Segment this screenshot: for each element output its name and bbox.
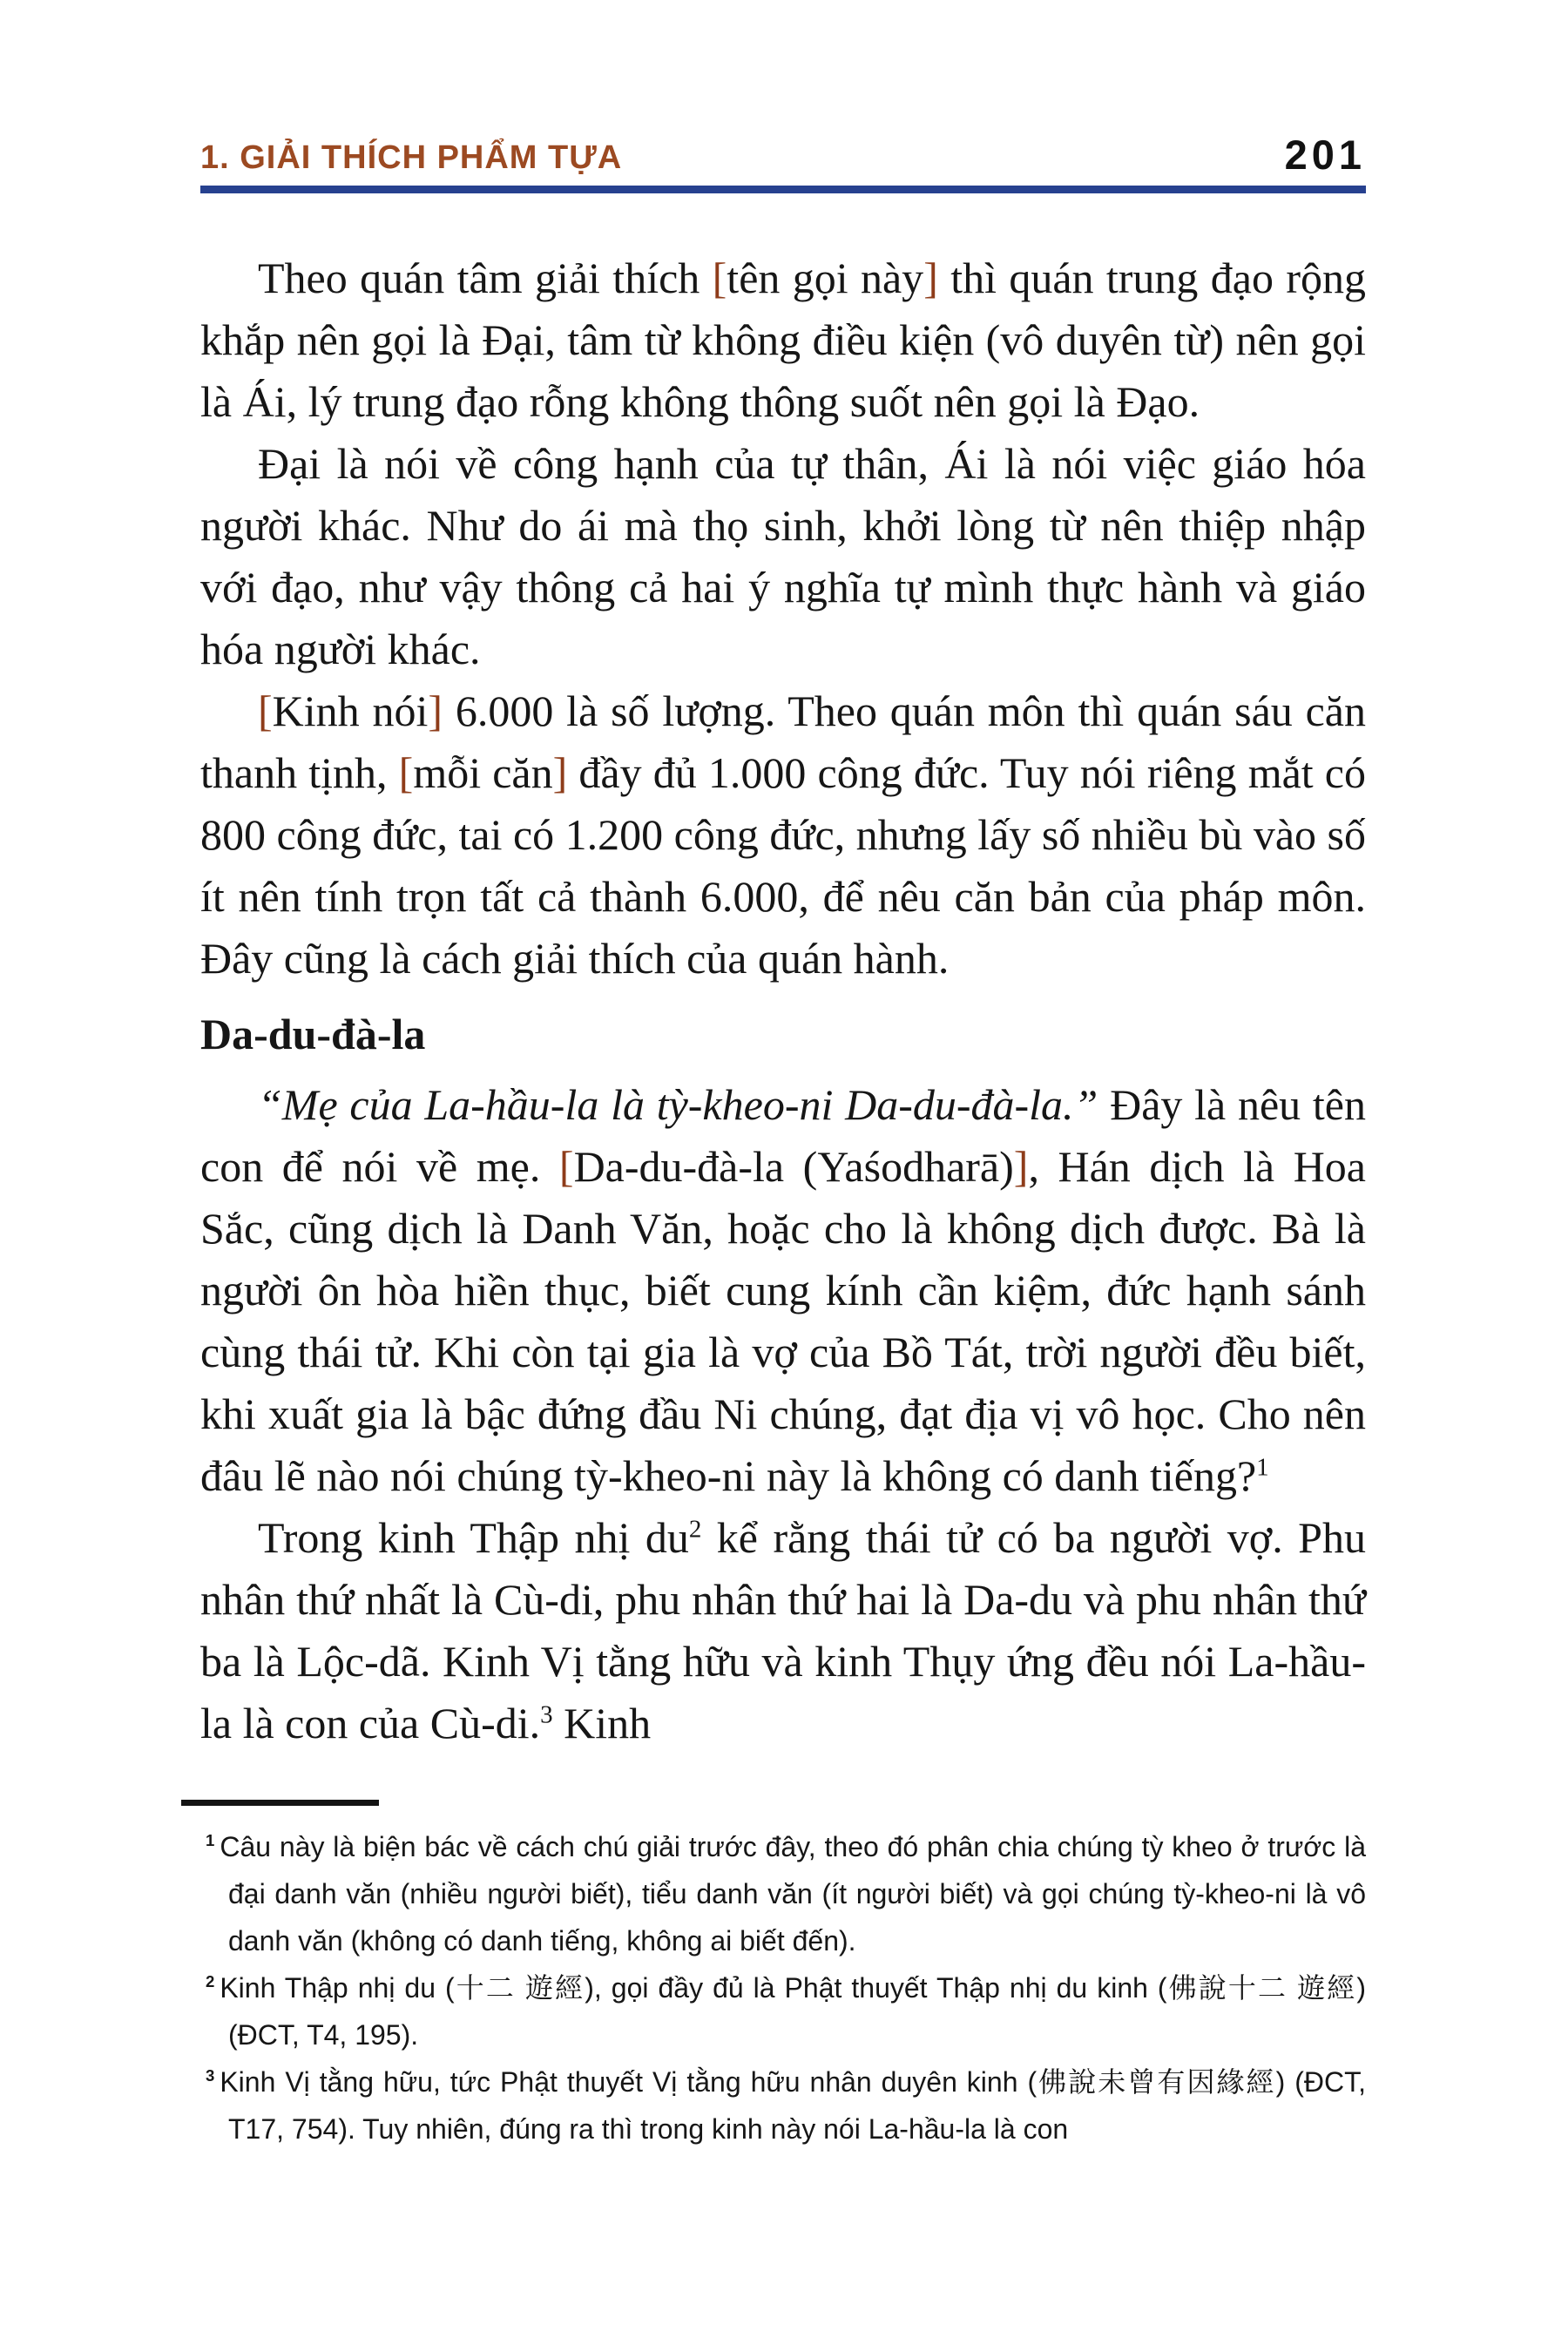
body-text-run: Da-du-đà-la (Yaśodharā) <box>573 1142 1014 1191</box>
body-text-run: Theo quán tâm giải thích <box>258 253 713 302</box>
editorial-bracket: ] <box>923 253 938 302</box>
footnote-reference: 3 <box>540 1700 553 1729</box>
footnote-text: Câu này là biện bác về cách chú giải trước đây, theo đó phân chia chúng tỳ kheo ở trước là đại danh văn (nhiều người biết), tiểu danh văn (ít người biết) và gọi chúng tỳ-kheo-ni là vô danh văn (không có danh tiếng, không ai biết đến). <box>220 1831 1366 1957</box>
body-text-run: Kinh <box>552 1699 652 1747</box>
page-content <box>200 131 1366 2153</box>
footnote-text: Kinh Thập nhị du (十二 遊經), gọi đầy đủ là Phật thuyết Thập nhị du kinh (佛說十二 遊經) (ĐCT, T4, 195). <box>220 1972 1366 2051</box>
footnotes <box>200 1823 1366 2153</box>
body-text-run: Đây là nêu tên con để nói về mẹ. <box>200 1080 1367 1191</box>
footnote <box>200 1964 1366 2058</box>
quoted-sutra-text: “Mẹ của La-hầu-la là tỳ-kheo-ni Da-du-đà-la.” <box>258 1080 1098 1129</box>
body-text-run: 6.000 là số lượng. Theo quán môn thì quán sáu căn thanh tịnh, <box>200 686 1366 797</box>
footnote-reference: 2 <box>688 1515 702 1544</box>
paragraph <box>200 1507 1366 1754</box>
page-header <box>200 131 1366 179</box>
footnote-separator <box>181 1800 379 1806</box>
body-text-run: Đại là nói về công hạnh của tự thân, Ái là nói việc giáo hóa người khác. Như do ái mà thọ sinh, khởi lòng từ nên thiệp nhập với đạo, như vậy thông cả hai ý nghĩa tự mình thực hành và giáo hóa người khác. <box>200 439 1366 673</box>
paragraph <box>200 680 1366 990</box>
body-text-run: , Hán dịch là Hoa Sắc, cũng dịch là Danh Văn, hoặc cho là không dịch được. Bà là người ôn hòa hiền thục, biết cung kính cần kiệm, đức hạnh sánh cùng thái tử. Khi còn tại gia là vợ của Bồ Tát, trời người đều biết, khi xuất gia là bậc đứng đầu Ni chúng, đạt địa vị vô học. Cho nên đâu lẽ nào nói chúng tỳ-kheo-ni này là không có danh tiếng? <box>200 1142 1366 1500</box>
running-head: 1. GIẢI THÍCH PHẨM TỰA <box>200 139 623 176</box>
footnote-marker: 2 <box>206 1972 215 1991</box>
editorial-bracket: [ <box>558 1142 574 1191</box>
body-text-run: đầy đủ 1.000 công đức. Tuy nói riêng mắt có 800 công đức, tai có 1.200 công đức, nhưng lấy số nhiều bù vào số ít nên tính trọn tất cả thành 6.000, để nêu căn bản của pháp môn. Đây cũng là cách giải thích của quán hành. <box>200 748 1367 983</box>
editorial-bracket: [ <box>258 686 273 735</box>
header-rule <box>200 186 1366 193</box>
body-text <box>200 247 1366 1754</box>
paragraph <box>200 247 1366 433</box>
footnote-marker: 1 <box>206 1831 215 1850</box>
body-text-run: mỗi căn <box>413 748 553 797</box>
section-heading: Da-du-đà-la <box>200 1010 426 1058</box>
body-text-run: tên gọi này <box>727 253 924 302</box>
footnote-text: Kinh Vị tằng hữu, tức Phật thuyết Vị tằng hữu nhân duyên kinh (佛說未曾有因緣經) (ĐCT, T17, 754). Tuy nhiên, đúng ra thì trong kinh này nói La-hầu-la là con <box>220 2066 1366 2145</box>
footnote <box>200 2058 1366 2153</box>
editorial-bracket: [ <box>712 253 727 302</box>
body-text-run: thì quán trung đạo rộng khắp nên gọi là Đại, tâm từ không điều kiện (vô duyên từ) nên gọi là Ái, lý trung đạo rỗng không thông suốt nên gọi là Đạo. <box>200 253 1366 426</box>
editorial-bracket: ] <box>552 748 568 797</box>
footnote-marker: 3 <box>206 2066 215 2085</box>
paragraph <box>200 433 1366 680</box>
footnote <box>200 1823 1366 1964</box>
editorial-bracket: ] <box>428 686 443 735</box>
page-number: 201 <box>1284 132 1366 178</box>
body-text-run: Kinh nói <box>272 686 429 735</box>
editorial-bracket: [ <box>398 748 414 797</box>
body-text-run: kể rằng thái tử có ba người vợ. Phu nhân thứ nhất là Cù-di, phu nhân thứ hai là Da-du và phu nhân thứ ba là Lộc-dã. Kinh Vị tằng hữu và kinh Thụy ứng đều nói La-hầu-la là con của Cù-di. <box>200 1513 1366 1747</box>
body-text-run: Trong kinh Thập nhị du <box>258 1513 689 1562</box>
paragraph <box>200 1074 1366 1507</box>
editorial-bracket: ] <box>1013 1142 1029 1191</box>
footnote-reference: 1 <box>1256 1453 1269 1482</box>
